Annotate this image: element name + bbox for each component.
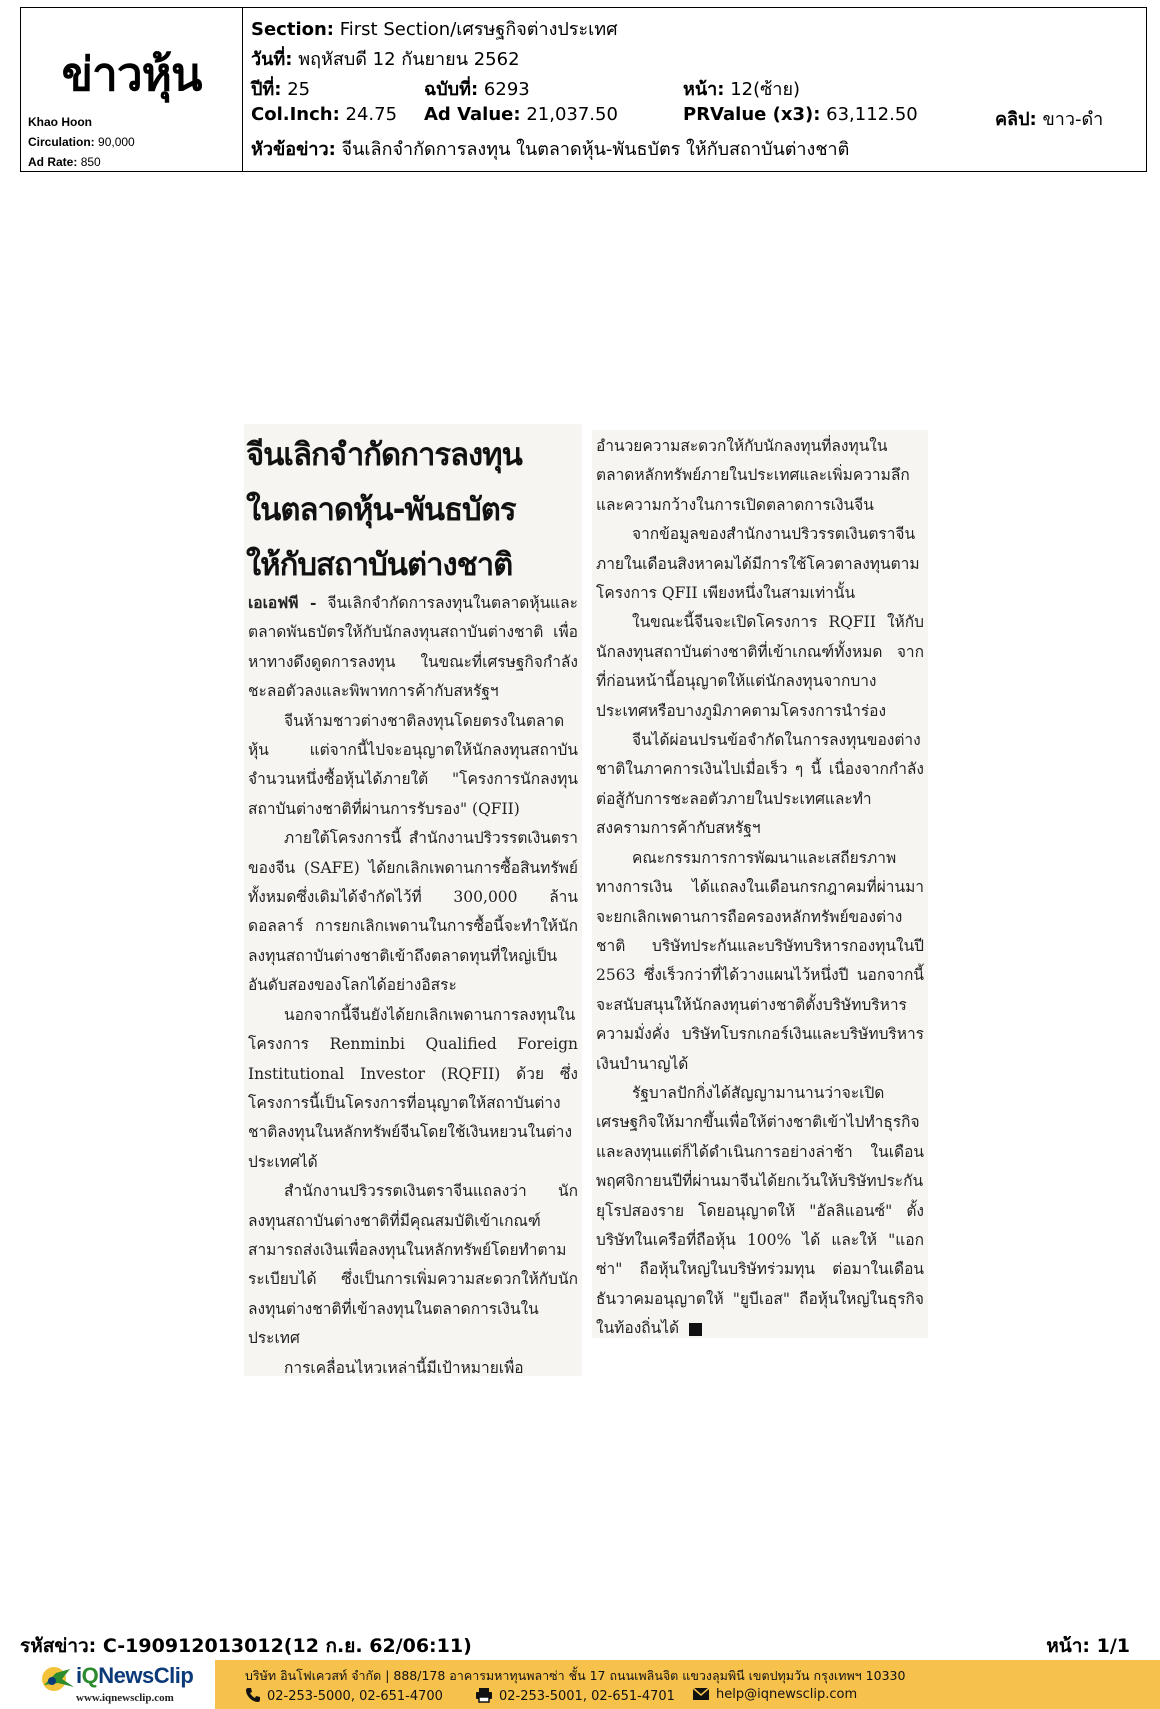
article-body-col-1	[248, 588, 578, 1383]
iqnewsclip-logo	[40, 1661, 215, 1709]
phone-contact	[245, 1687, 443, 1704]
section-row	[251, 14, 618, 42]
section-label: Section:	[251, 19, 334, 40]
footer-page-label: หน้า:	[1046, 1635, 1090, 1657]
page-label: หน้า:	[683, 79, 725, 100]
paragraph: คณะกรรมการการพัฒนาและเสถียรภาพทางการเงิน ได้แถลงในเดือนกรกฎาคมที่ผ่านมาจะยกเลิกเพดานการถือครองหลักทรัพย์ของต่างชาติ บริษัทประกันและบริษัทบริหารกองทุนในปี 2563 ซึ่งเร็วกว่าที่ได้วางแผนไว้หนึ่งปี นอกจากนี้จะสนับสนุนให้นักลงทุนต่างชาติตั้งบริษัทบริหารความมั่งคั่ง บริษัทโบรกเกอร์เงินและบริษัทบริหารเงินบำนาญได้	[596, 848, 924, 1073]
paragraph: เอเอฟพี - จีนเลิกจำกัดการลงทุนในตลาดหุ้นและตลาดพันธบัตรให้กับนักลงทุนสถาบันต่างชาติ เพื่อหาทางดึงดูดการลงทุน ในขณะที่เศรษฐกิจกำลังชะลอตัวลงและพิพาทการค้ากับสหรัฐฯ	[248, 593, 578, 701]
publication-meta	[28, 112, 135, 172]
paragraph: การเคลื่อนไหวเหล่านี้มีเป้าหมายเพื่อ	[284, 1358, 524, 1377]
news-code	[20, 1631, 472, 1661]
issue-row	[251, 74, 1131, 102]
paragraph: รัฐบาลปักกิ่งได้สัญญามานานว่าจะเปิดเศรษฐกิจให้มากขึ้นเพื่อให้ต่างชาติเข้าไปทำธุรกิจและลงทุนแต่ก็ได้ดำเนินการอย่างล่าช้า ในเดือนพฤศจิกายนปีที่ผ่านมาจีนได้ยกเว้นให้บริษัทประกันยุโรปสองราย โดยอนุญาตให้ "อัลลิแอนซ์" ตั้งบริษัทในเครือที่ถือหุ้น 100% ได้ และให้ "แอกซ่า" ถือหุ้นใหญ่ในบริษัทร่วมทุน ต่อมาในเดือนธันวาคมอนุญาตให้ "ยูบีเอส" ถือหุ้นใหญ่ในธุรกิจในท้องถิ่นได้	[596, 1083, 924, 1338]
paragraph: สำนักงานปริวรรตเงินตราจีนแถลงว่า นักลงทุนสถาบันต่างชาติที่มีคุณสมบัติเข้าเกณฑ์สามารถส่งเงินเพื่อลงทุนในหลักทรัพย์โดยทำตามระเบียบได้ ซึ่งเป็นการเพิ่มความสะดวกให้กับนักลงทุนต่างชาติที่เข้าลงทุนในตลาดการเงินในประเทศ	[248, 1182, 578, 1348]
circulation-value: 90,000	[98, 135, 135, 149]
circulation-label: Circulation:	[28, 135, 95, 149]
company-address: บริษัท อินโฟเควสท์ จำกัด | 888/178 อาคารมหาทุนพลาซ่า ชั้น 17 ถนนเพลินจิต แขวงลุมพินี เขตปทุมวัน กรุงเทพฯ 10330	[245, 1668, 906, 1683]
printer-icon	[475, 1687, 493, 1703]
colinch-value: 24.75	[345, 104, 398, 125]
clip-label: คลิป:	[995, 109, 1037, 130]
contact-bar	[215, 1660, 1160, 1709]
issue-label: ฉบับที่:	[424, 79, 479, 100]
article-column-1	[244, 424, 582, 1376]
headline-line: จีนเลิกจำกัดการลงทุน	[246, 437, 522, 473]
fax-contact	[475, 1687, 675, 1704]
footer-page-value: 1/1	[1096, 1635, 1130, 1657]
advalue-value: 21,037.50	[526, 104, 618, 125]
value-row	[251, 104, 1141, 132]
prvalue-label: PRValue (x3):	[683, 104, 821, 125]
ad-rate-value: 850	[80, 155, 101, 169]
publication-logo: ข่าวหุ้น	[61, 47, 202, 101]
issue-value: 6293	[483, 79, 530, 100]
page-value: 12(ซ้าย)	[730, 79, 801, 100]
advalue-label: Ad Value:	[424, 104, 521, 125]
year-value: 25	[287, 79, 311, 100]
byline: เอเอฟพี -	[248, 593, 317, 612]
clip-header	[20, 7, 1147, 172]
phone-numbers: 02-253-5000, 02-651-4700	[267, 1689, 443, 1704]
headline-line: ในตลาดหุ้น-พันธบัตร	[246, 492, 516, 528]
news-code-value: C-190912013012(12 ก.ย. 62/06:11)	[102, 1635, 472, 1657]
date-value: พฤหัสบดี 12 กันยายน 2562	[298, 49, 520, 70]
ad-rate-label: Ad Rate:	[28, 155, 78, 169]
headline-row	[251, 134, 849, 162]
date-row	[251, 44, 520, 72]
paragraph: นอกจากนี้จีนยังได้ยกเลิกเพดานการลงทุนในโครงการ Renminbi Qualified Foreign Institutional Investor (RQFII) ด้วย ซึ่งโครงการนี้เป็นโครงการที่อนุญาตให้สถาบันต่างชาติลงทุนในหลักทรัพย์จีนโดยใช้เงินหยวนในต่างประเทศได้	[248, 1005, 578, 1171]
paragraph: จีนได้ผ่อนปรนข้อจำกัดในการลงทุนของต่างชาติในภาคการเงินไปเมื่อเร็ว ๆ นี้ เนื่องจากกำลังต่อสู้กับการชะลอตัวภายในประเทศและทำสงครามการค้ากับสหรัฐฯ	[596, 731, 924, 838]
colinch-label: Col.Inch:	[251, 104, 340, 125]
paragraph: อำนวยความสะดวกให้กับนักลงทุนที่ลงทุนในตลาดหลักทรัพย์ภายในประเทศและเพิ่มความลึกและความกว้างในการเปิดตลาดการเงินจีน	[596, 437, 910, 514]
article-column-2	[592, 430, 928, 1338]
email-icon	[692, 1687, 710, 1701]
prvalue-value: 63,112.50	[826, 104, 918, 125]
footer-page	[1046, 1631, 1130, 1661]
phone-icon	[245, 1687, 261, 1703]
end-of-article-icon	[689, 1323, 702, 1336]
brand-url: www.iqnewsclip.com	[76, 1692, 174, 1704]
newsclip-logo-icon	[40, 1665, 76, 1693]
headline-label: หัวข้อข่าว:	[251, 139, 336, 160]
publication-panel	[21, 8, 243, 171]
article-headline	[246, 428, 580, 593]
headline-line: ให้กับสถาบันต่างชาติ	[246, 547, 513, 583]
year-label: ปีที่:	[251, 79, 282, 100]
paragraph: จีนห้ามชาวต่างชาติลงทุนโดยตรงในตลาดหุ้น แต่จากนี้ไปจะอนุญาตให้นักลงทุนสถาบันจำนวนหนึ่งซื้อหุ้นได้ภายใต้ "โครงการนักลงทุนสถาบันต่างชาติที่ผ่านการรับรอง" (QFII)	[248, 711, 578, 818]
fax-numbers: 02-253-5001, 02-651-4701	[499, 1689, 675, 1704]
brand-name: iQNewsClip	[76, 1663, 194, 1688]
clip-value: ขาว-ดำ	[1042, 109, 1104, 130]
email-address: help@iqnewsclip.com	[716, 1687, 858, 1702]
email-contact	[692, 1687, 857, 1702]
publication-name-en: Khao Hoon	[28, 115, 92, 129]
paragraph: ภายใต้โครงการนี้ สำนักงานปริวรรตเงินตราของจีน (SAFE) ได้ยกเลิกเพดานการซื้อสินทรัพย์ทั้งหมดซึ่งเดิมได้จำกัดไว้ที่ 300,000 ล้านดอลลาร์ การยกเลิกเพดานในการซื้อนี้จะทำให้นักลงทุนสถาบันต่างชาติเข้าถึงตลาดทุนที่ใหญ่เป็นอันดับสองของโลกได้อย่างอิสระ	[248, 829, 578, 995]
headline-value: จีนเลิกจำกัดการลงทุน ในตลาดหุ้น-พันธบัตร ให้กับสถาบันต่างชาติ	[341, 139, 850, 160]
news-code-label: รหัสข่าว:	[20, 1635, 97, 1657]
date-label: วันที่:	[251, 49, 293, 70]
section-value: First Section/เศรษฐกิจต่างประเทศ	[339, 19, 618, 40]
article-body-col-2	[596, 432, 924, 1344]
paragraph: ในขณะนี้จีนจะเปิดโครงการ RQFII ให้กับนักลงทุนสถาบันต่างชาติที่เข้าเกณฑ์ทั้งหมด จากที่ก่อนหน้านี้อนุญาตให้แต่นักลงทุนจากบางประเทศหรือบางภูมิภาคตามโครงการนำร่อง	[596, 613, 924, 720]
paragraph: จากข้อมูลของสำนักงานปริวรรตเงินตราจีนภายในเดือนสิงหาคมได้มีการใช้โควตาลงทุนตามโครงการ QFII เพียงหนึ่งในสามเท่านั้น	[596, 525, 920, 603]
